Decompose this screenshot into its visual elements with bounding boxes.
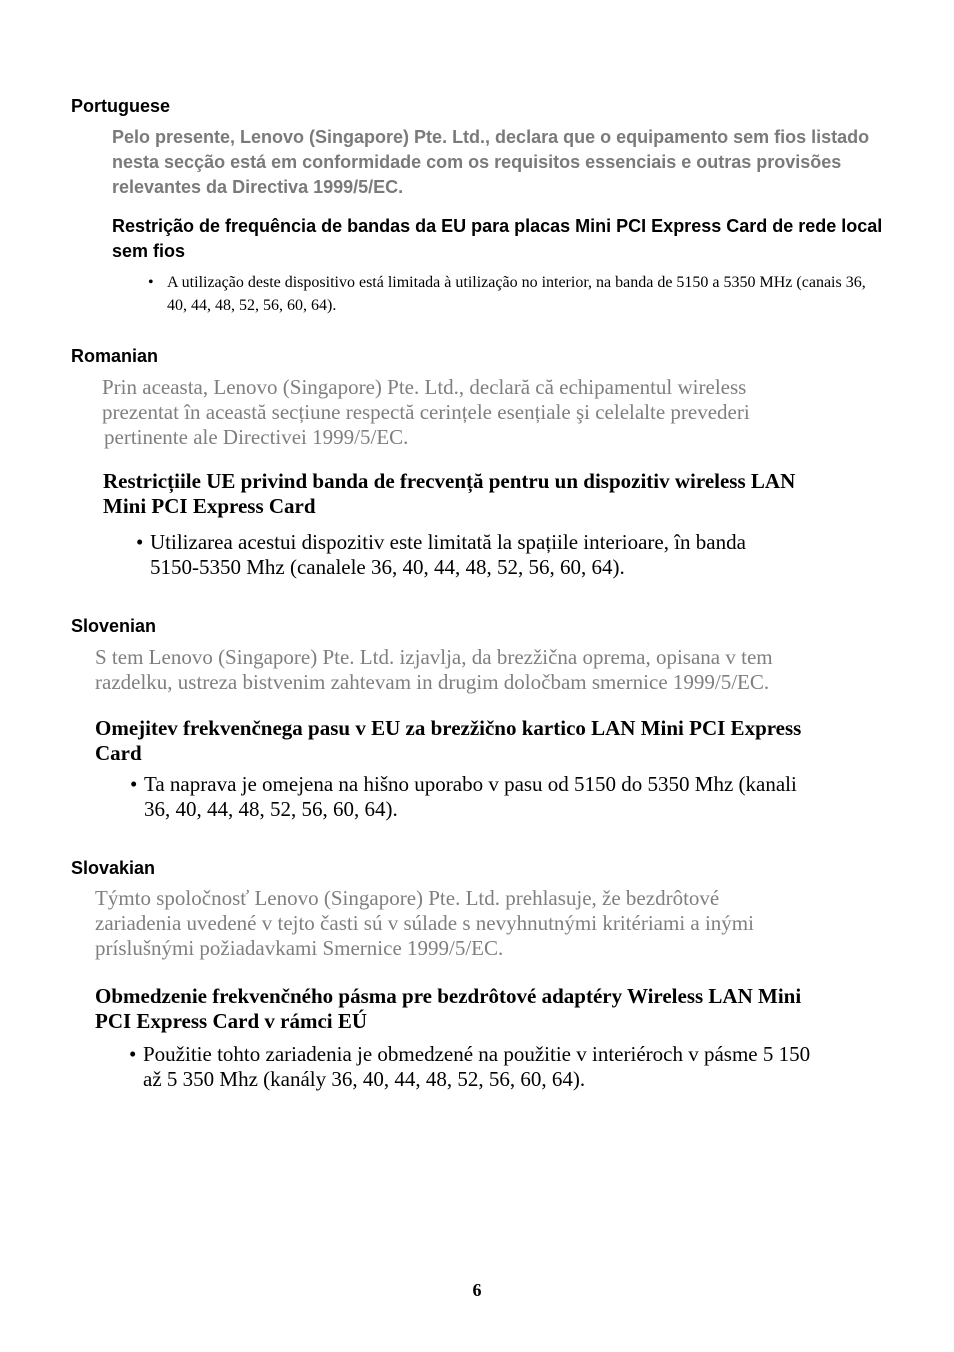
- romanian-subheading-line: Restricțiile UE privind banda de frecvență pentru un dispozitiv wireless LAN: [103, 469, 796, 493]
- slovenian-declaration-line: S tem Lenovo (Singapore) Pte. Ltd. izjavlja, da brezžična oprema, opisana v tem: [95, 645, 773, 669]
- slovakian-declaration-line: príslušnými požiadavkami Smernice 1999/5/EC.: [95, 936, 504, 960]
- slovenian-declaration: [95, 645, 773, 695]
- romanian-bullet: [136, 530, 746, 580]
- page-number: 6: [472, 1280, 482, 1300]
- slovakian-declaration: [95, 886, 754, 961]
- bullet-marker: •: [148, 274, 154, 291]
- romanian-subheading: [103, 469, 795, 519]
- slovenian-subheading-line: Card: [95, 741, 142, 765]
- portuguese-bullet: [148, 271, 888, 317]
- romanian-subheading-line: Mini PCI Express Card: [103, 494, 316, 518]
- romanian-declaration-line: Prin aceasta, Lenovo (Singapore) Pte. Ltd., declară că echipamentul wireless: [102, 375, 747, 399]
- portuguese-declaration: Pelo presente, Lenovo (Singapore) Pte. Ltd., declara que o equipamento sem fios listado nesta secção está em conformidade com os requisitos essenciais e outras provisões relevantes da Directiva 1999/5/EC.: [112, 127, 870, 197]
- bullet-marker: •: [136, 530, 144, 554]
- slovenian-bullet-line: Ta naprava je omejena na hišno uporabo v pasu od 5150 do 5350 Mhz (kanali: [144, 772, 797, 796]
- slovenian-subheading-line: Omejitev frekvenčnega pasu v EU za brezžično kartico LAN Mini PCI Express: [95, 716, 802, 740]
- bullet-marker: •: [130, 772, 138, 796]
- slovenian-bullet-line: 36, 40, 44, 48, 52, 56, 60, 64).: [144, 797, 398, 821]
- slovakian-declaration-line: zariadenia uvedené v tejto časti sú v súlade s nevyhnutnými kritériami a inými: [95, 911, 754, 935]
- slovakian-declaration-line: Týmto spoločnosť Lenovo (Singapore) Pte. Ltd. prehlasuje, že bezdrôtové: [95, 886, 720, 910]
- slovenian-subheading: [95, 716, 801, 766]
- heading-romanian: Romanian: [71, 346, 159, 366]
- romanian-bullet-line: 5150-5350 Mhz (canalele 36, 40, 44, 48, 52, 56, 60, 64).: [150, 555, 625, 579]
- bullet-marker: •: [129, 1042, 137, 1066]
- slovakian-subheading-line: Obmedzenie frekvenčného pásma pre bezdrôtové adaptéry Wireless LAN Mini: [95, 984, 802, 1008]
- portuguese-bullet-text: A utilização deste dispositivo está limitada à utilização no interior, na banda de 5150 a 5350 MHz (canais 36, 40, 44, 48, 52, 56, 60, 64).: [167, 274, 866, 314]
- heading-portuguese: Portuguese: [71, 96, 171, 116]
- slovenian-bullet: [130, 772, 797, 822]
- heading-slovakian: Slovakian: [71, 858, 156, 878]
- slovakian-bullet-line: až 5 350 Mhz (kanály 36, 40, 44, 48, 52, 56, 60, 64).: [143, 1067, 586, 1091]
- romanian-declaration-line: prezentat în această secțiune respectă cerințele esențiale şi celelalte prevederi: [102, 400, 750, 424]
- romanian-declaration-line: pertinente ale Directivei 1999/5/EC.: [104, 425, 409, 449]
- romanian-declaration: [102, 375, 750, 450]
- slovakian-subheading-line: PCI Express Card v rámci EÚ: [95, 1009, 368, 1033]
- heading-slovenian: Slovenian: [71, 616, 157, 636]
- slovakian-bullet-line: Použitie tohto zariadenia je obmedzené na použitie v interiéroch v pásme 5 150: [143, 1042, 811, 1066]
- slovakian-bullet: [129, 1042, 810, 1092]
- romanian-bullet-line: Utilizarea acestui dispozitiv este limitată la spațiile interioare, în banda: [150, 530, 746, 554]
- portuguese-subheading: Restrição de frequência de bandas da EU para placas Mini PCI Express Card de rede local sem fios: [112, 216, 883, 261]
- slovenian-declaration-line: razdelku, ustreza bistvenim zahtevam in drugim določbam smernice 1999/5/EC.: [95, 670, 770, 694]
- slovakian-subheading: [95, 984, 801, 1034]
